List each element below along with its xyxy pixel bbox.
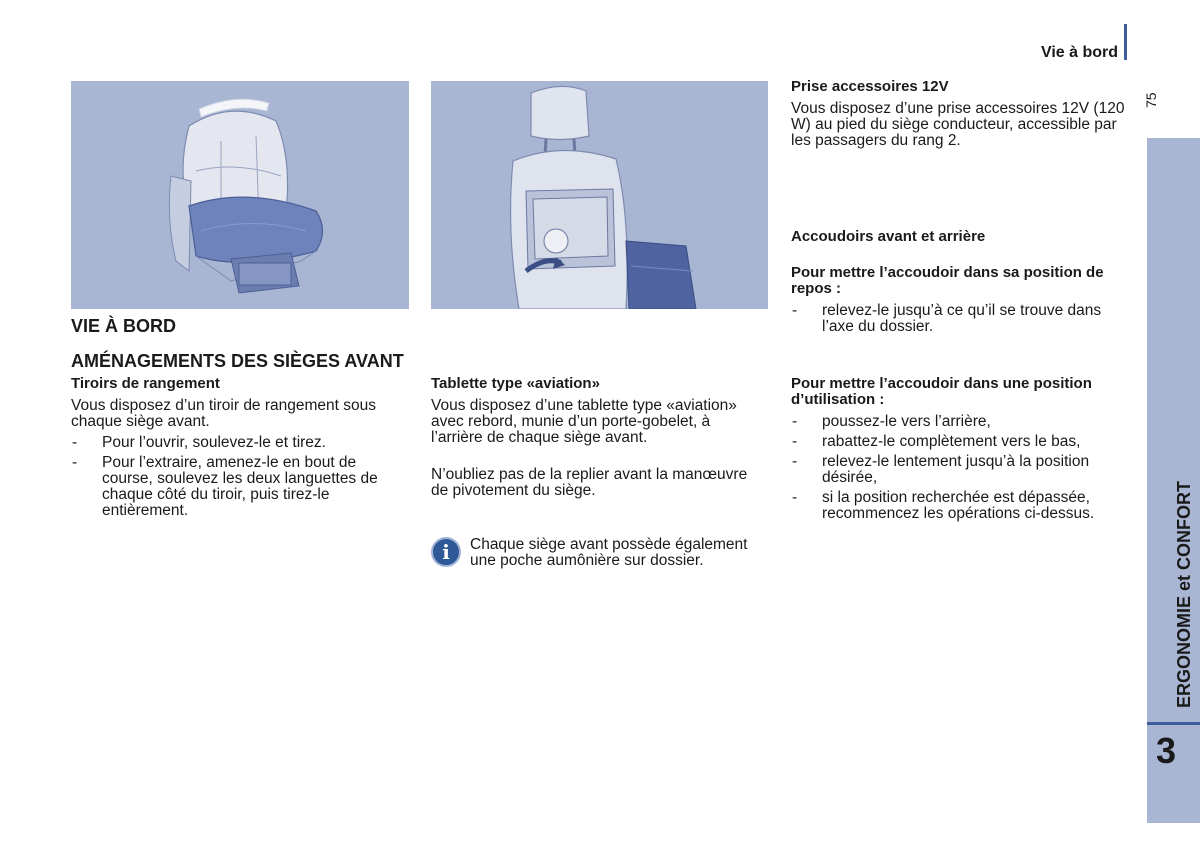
info-note: Chaque siège avant possède également une poche aumônière sur dossier.	[470, 536, 748, 569]
chapter-rule	[1147, 722, 1200, 725]
seat-drawer-illustration	[71, 81, 409, 309]
list-item: - Pour l’ouvrir, soulevez-le et tirez.	[71, 435, 411, 451]
list-item: - rabattez-le complètement vers le bas,	[791, 434, 1131, 450]
drawer-heading: Tiroirs de rangement	[71, 375, 220, 392]
armrest-use-heading: Pour mettre l’accoudoir dans une position d’utilisation :	[791, 375, 1092, 408]
section-title: VIE À BORD	[71, 316, 177, 336]
armrest-use-steps	[791, 414, 1131, 526]
socket-heading: Prise accessoires 12V	[791, 78, 949, 95]
info-icon: i	[431, 537, 461, 567]
drawer-intro: Vous disposez d’un tiroir de rangement sous chaque siège avant.	[71, 397, 377, 430]
tray-heading: Tablette type «aviation»	[431, 375, 600, 392]
page-number: 75	[1143, 92, 1159, 108]
tray-paragraph-2: N’oubliez pas de la replier avant la manœuvre de pivotement du siège.	[431, 466, 748, 499]
tray-paragraph-1: Vous disposez d’une tablette type «aviation» avec rebord, munie d’un porte-gobelet, à l’arrière de chaque siège avant.	[431, 397, 737, 446]
list-item: - poussez-le vers l’arrière,	[791, 414, 1131, 430]
list-item: - si la position recherchée est dépassée, recommencez les opérations ci-dessus.	[791, 490, 1131, 522]
running-header: Vie à bord	[1040, 44, 1118, 61]
drawer-steps	[71, 435, 411, 523]
chapter-number: 3	[1156, 730, 1177, 771]
chapter-label: ERGONOMIE et CONFORT	[1174, 480, 1194, 708]
list-item: - relevez-le jusqu’à ce qu’il se trouve dans l’axe du dossier.	[791, 303, 1131, 335]
socket-paragraph: Vous disposez d’une prise accessoires 12V (120 W) au pied du siège conducteur, accessible par les passagers du rang 2.	[791, 100, 1125, 149]
list-item: - relevez-le lentement jusqu’à la position désirée,	[791, 454, 1131, 486]
list-item: - Pour l’extraire, amenez-le en bout de course, soulevez les deux languettes de chaque côté du tiroir, puis tirez-le entièrement.	[71, 455, 411, 519]
header-rule	[1124, 24, 1127, 60]
armrest-rest-steps	[791, 303, 1131, 339]
section-subtitle: AMÉNAGEMENTS DES SIÈGES AVANT	[71, 351, 404, 371]
armrest-heading: Accoudoirs avant et arrière	[791, 228, 986, 245]
seat-tray-illustration	[431, 81, 768, 309]
armrest-rest-heading: Pour mettre l’accoudoir dans sa position de repos :	[791, 264, 1104, 297]
